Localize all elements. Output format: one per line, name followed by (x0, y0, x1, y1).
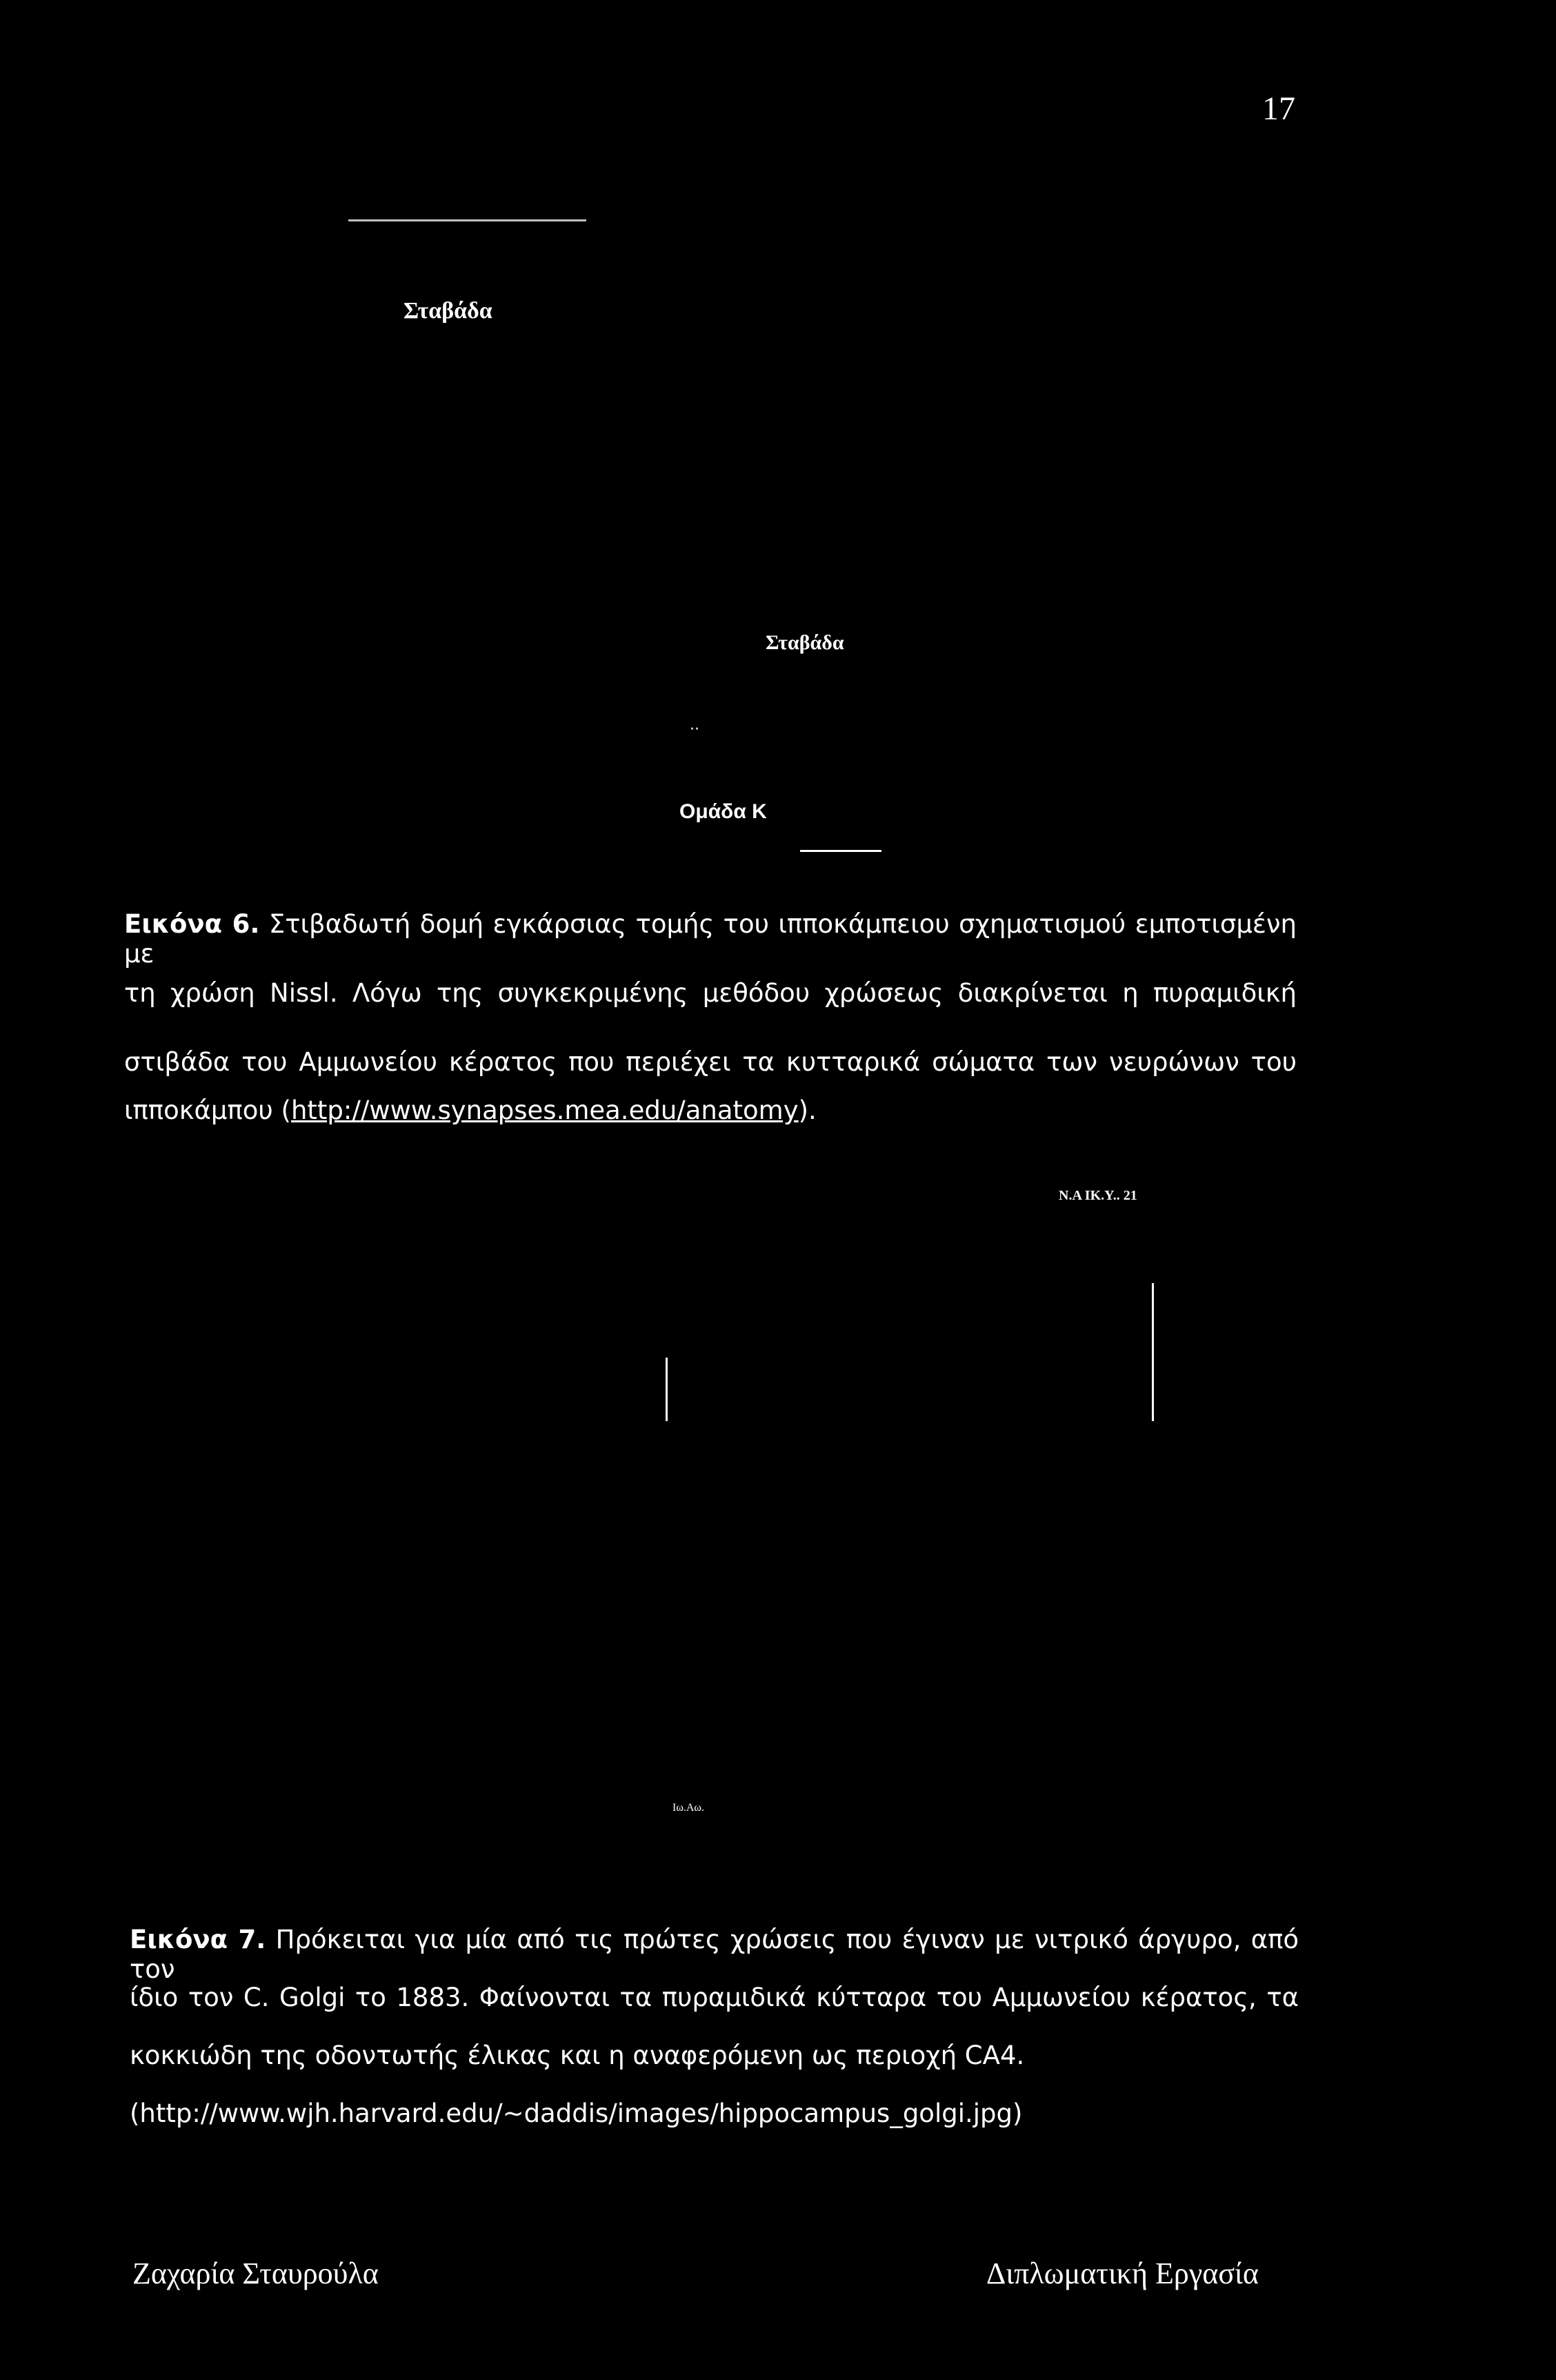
figure-6-scale-text: Ομάδα Κ (679, 800, 767, 823)
figure-7-marker-line-left (666, 1358, 668, 1421)
figure-7-caption-line-3 (130, 2041, 1299, 2070)
figure-6-caption-lead: Εικόνα 6. (124, 909, 260, 939)
figure-6-caption-suffix: ). (798, 1095, 817, 1125)
figure-6-caption-text-1: Στιβαδωτή δομή εγκάρσιας τομής του ιπποκάμπειου σχηματισμού εμποτισμένη με (124, 909, 1297, 969)
figure-7-image (0, 1173, 1556, 1883)
figure-7-label-bottom: Ιω.Αω. (672, 1802, 704, 1814)
figure-7-caption-line-2 (130, 1983, 1299, 2012)
footer-author: Ζαχαρία Σταυρούλα (132, 2257, 379, 2290)
figure-6-caption-line-1 (124, 909, 1297, 969)
figure-6-label-middle: Σταβάδα (766, 631, 844, 654)
figure-6-image (0, 0, 1556, 890)
figure-7-label-top: Ν.Α ΙΚ.Υ.. 21 (1059, 1188, 1137, 1203)
figure-7-caption-text-2: ίδιο τον C. Golgi το 1883. Φαίνονται τα πυραμιδικά κύτταρα του Αμμωνείου κέρατος, τα (130, 1983, 1299, 2012)
figure-6-top-rule (348, 219, 586, 221)
figure-6-scale-bar (800, 850, 881, 852)
figure-7-caption-line-4 (130, 2099, 1299, 2128)
figure-6-speck: ·· (690, 721, 699, 738)
page-number: 17 (1262, 90, 1295, 127)
figure-7-marker-line-right (1152, 1283, 1154, 1421)
figure-6-caption-line-2 (124, 978, 1297, 1008)
figure-7-caption-text-3: κοκκιώδη της οδοντωτής έλικας και η αναφερόμενη ως περιοχή CA4. (130, 2041, 1025, 2070)
figure-7-caption-line-1 (130, 1925, 1299, 1984)
figure-7-caption-lead: Εικόνα 7. (130, 1925, 266, 1954)
figure-6-caption-text-3: στιβάδα του Αμμωνείου κέρατος που περιέχει τα κυτταρικά σώματα των νευρώνων του (124, 1047, 1297, 1077)
figure-7-caption-text-1: Πρόκειται για μία από τις πρώτες χρώσεις που έγιναν με νιτρικό άργυρο, από τον (130, 1925, 1299, 1984)
figure-6-source-link[interactable]: http://www.synapses.mea.edu/anatomy (290, 1095, 799, 1125)
figure-6-caption-text-2: τη χρώση Nissl. Λόγω της συγκεκριμένης μεθόδου χρώσεως διακρίνεται η πυραμιδική (124, 978, 1297, 1008)
figure-6-caption-line-3 (124, 1047, 1297, 1077)
figure-6-caption-prefix: ιπποκάμπου ( (124, 1095, 291, 1125)
figure-7-source-link[interactable]: (http://www.wjh.harvard.edu/~daddis/images/hippocampus_golgi.jpg) (130, 2099, 1023, 2128)
figure-6-scale-label (679, 788, 910, 837)
figure-6-label-top: Σταβάδα (403, 298, 492, 324)
figure-6-caption-line-4 (124, 1095, 1297, 1125)
footer-document-type: Διπλωματική Εργασία (986, 2257, 1259, 2290)
